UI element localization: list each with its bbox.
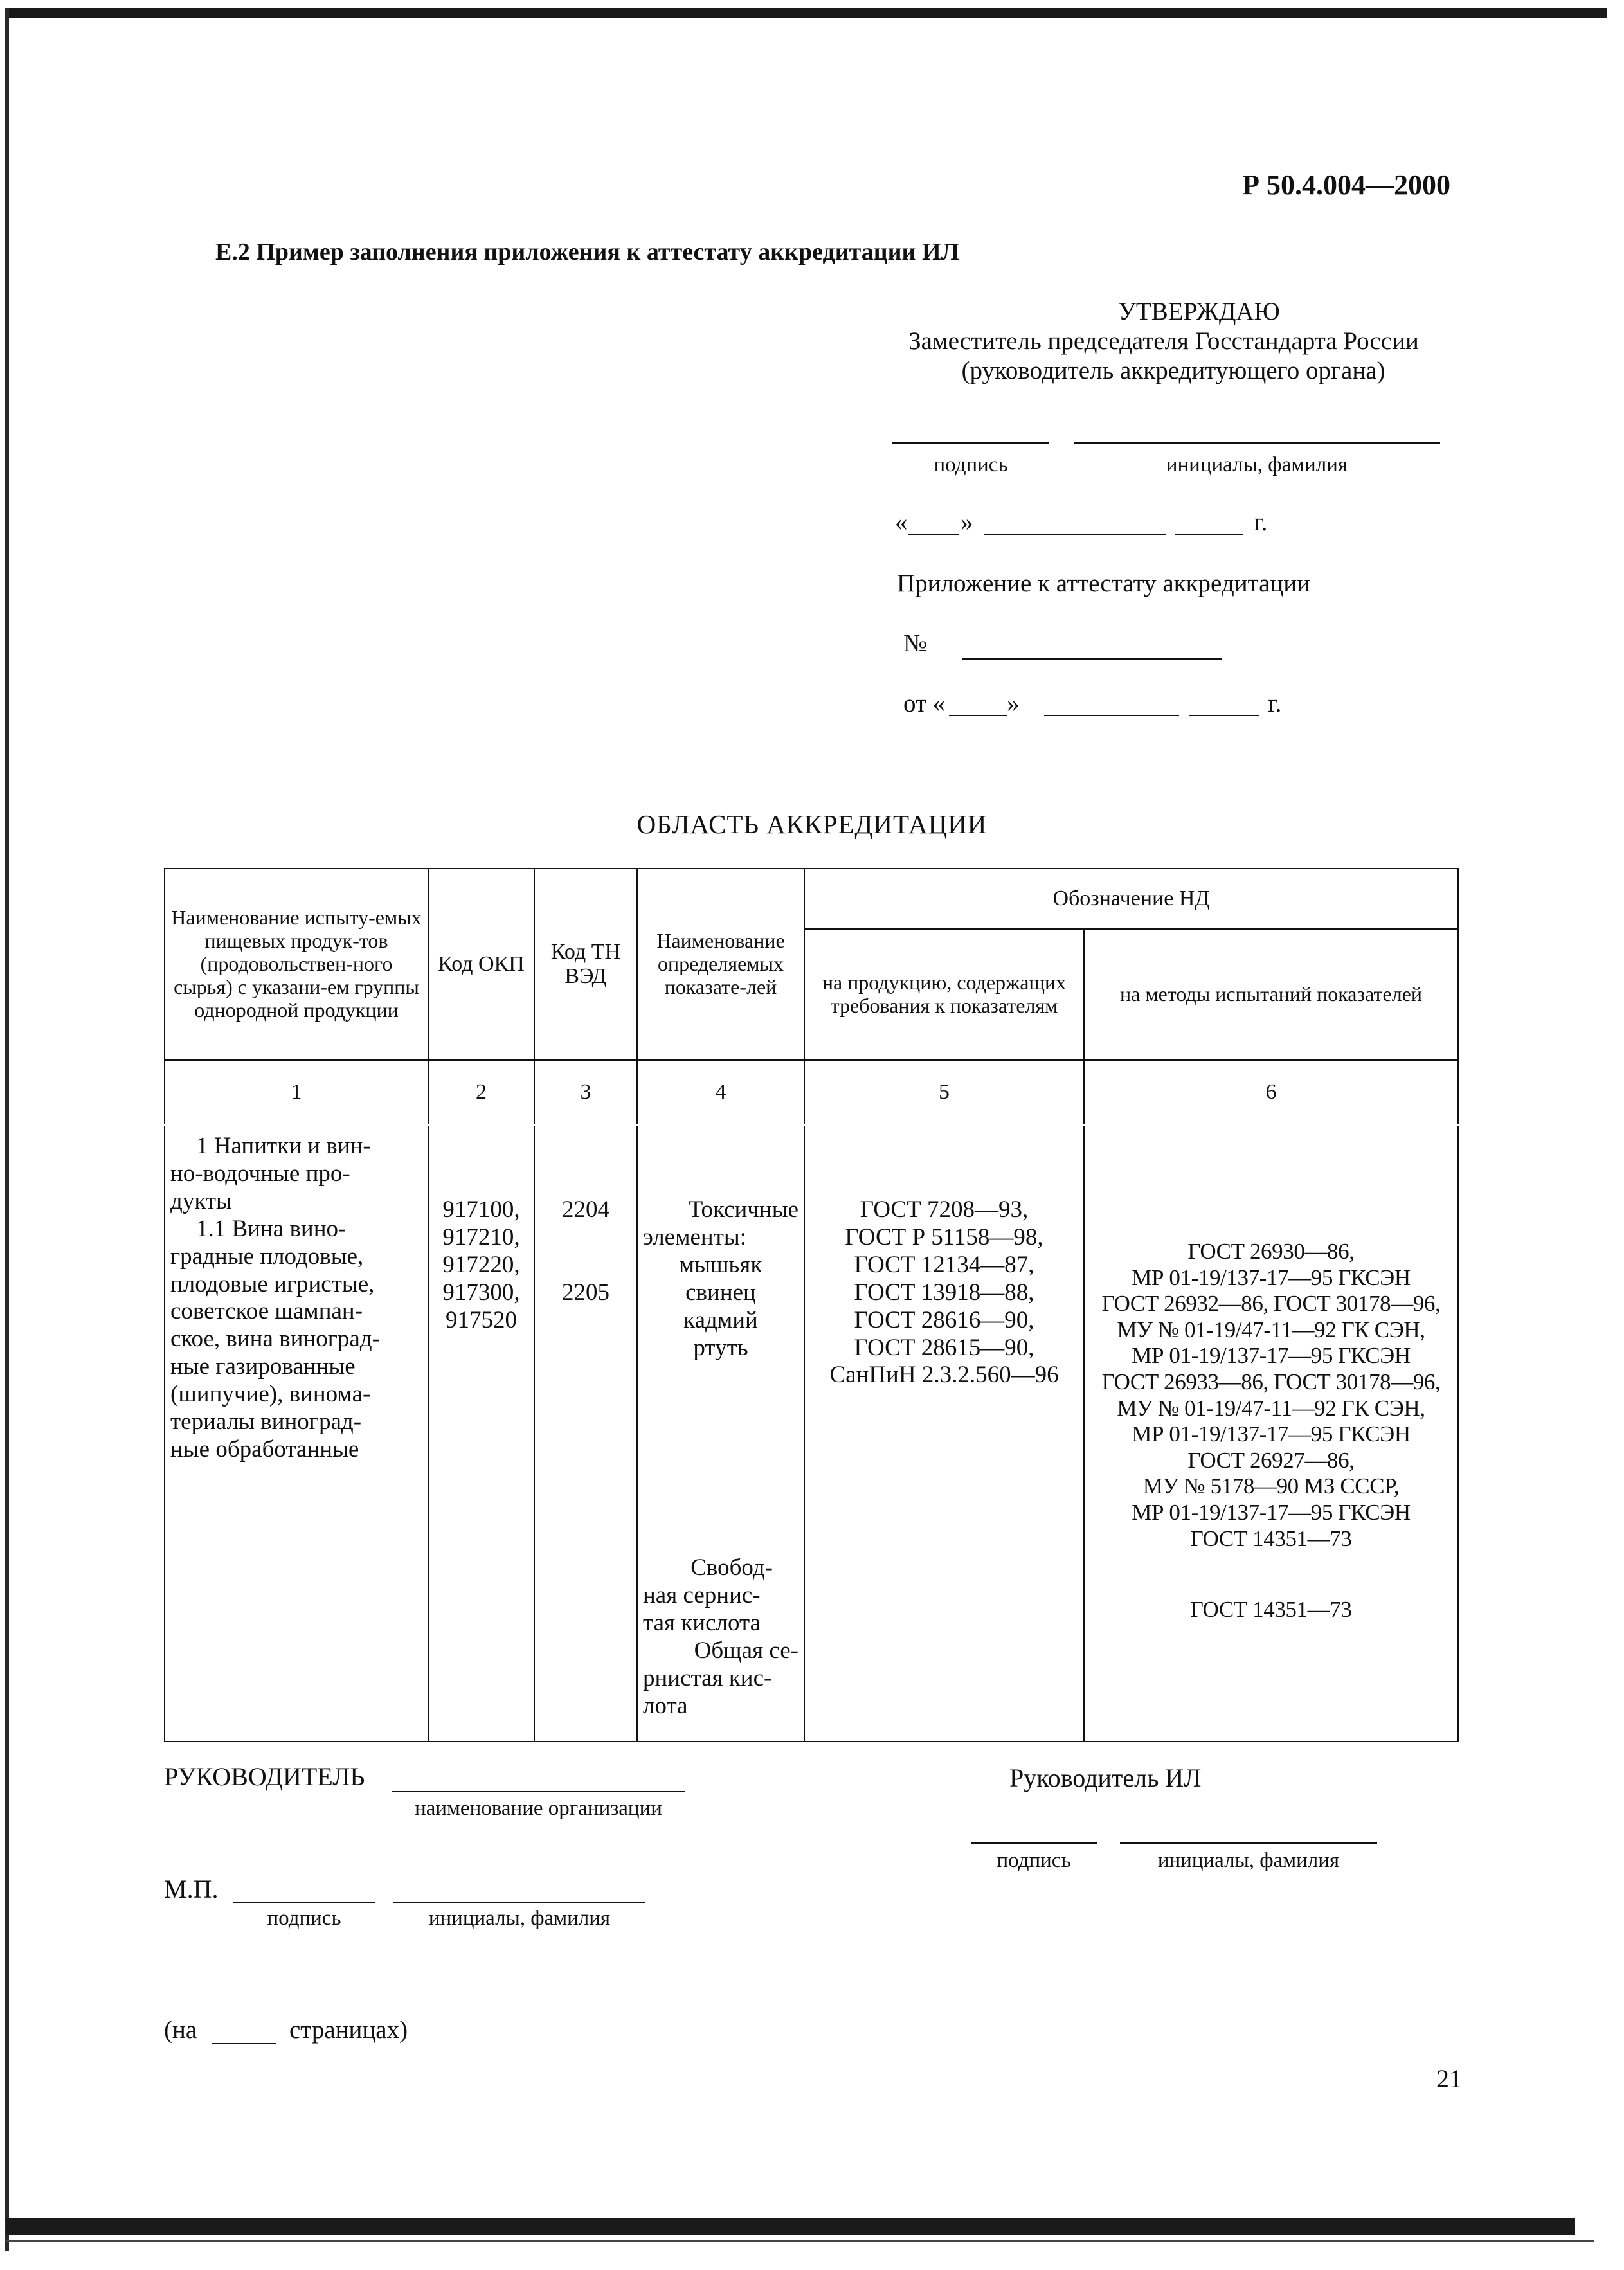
nd-product-line: ГОСТ 28615—90, bbox=[854, 1334, 1034, 1361]
indicator-line: тая кислота bbox=[643, 1610, 761, 1637]
approval-block bbox=[881, 297, 1447, 386]
okp-code: 917520 bbox=[446, 1306, 517, 1333]
column-number: 4 bbox=[637, 1060, 804, 1125]
number-label: № bbox=[903, 629, 928, 657]
indicator-line: ная сернис- bbox=[643, 1582, 761, 1609]
nd-methods-line: МУ № 5178—90 МЗ СССР, bbox=[1142, 1473, 1400, 1499]
product-line: 1 Напитки и вин- bbox=[196, 1133, 371, 1159]
section-title: Е.2 Пример заполнения приложения к аттестату аккредитации ИЛ bbox=[215, 239, 959, 266]
nd-product-cell bbox=[804, 1125, 1084, 1742]
date-year-line bbox=[1175, 534, 1243, 535]
from-month-line bbox=[1044, 715, 1179, 716]
nd-methods-cell bbox=[1084, 1125, 1458, 1742]
product-line: ные газированные bbox=[170, 1353, 356, 1380]
indicator-line: Токсичные bbox=[688, 1196, 798, 1223]
product-cell bbox=[165, 1125, 428, 1742]
accreditation-table bbox=[164, 868, 1459, 1742]
annex-text: Приложение к аттестату аккредитации bbox=[897, 570, 1311, 597]
okp-code: 917220, bbox=[442, 1251, 520, 1278]
approval-signature-line bbox=[892, 442, 1049, 444]
pages-open-label: (на bbox=[164, 2016, 197, 2044]
header-tnved-code: Код ТН ВЭД bbox=[534, 869, 637, 1060]
org-name-line bbox=[392, 1791, 685, 1792]
approval-position-note: (руководитель аккредитующего органа) bbox=[961, 357, 1385, 385]
okp-code: 917300, bbox=[442, 1279, 520, 1306]
indicator-line: элементы: bbox=[643, 1223, 747, 1250]
nd-methods-line: МР 01-19/137-17—95 ГКСЭН bbox=[1132, 1421, 1411, 1447]
nd-methods-line: МР 01-19/137-17—95 ГКСЭН bbox=[1132, 1265, 1411, 1290]
from-day-line bbox=[949, 715, 1007, 716]
indicator-line: рнистая кис- bbox=[643, 1665, 772, 1692]
indicator-line: ртуть bbox=[693, 1334, 748, 1361]
product-line: советское шампан- bbox=[170, 1298, 363, 1325]
area-title: ОБЛАСТЬ АККРЕДИТАЦИИ bbox=[636, 809, 988, 839]
table-row bbox=[165, 1125, 1458, 1742]
approval-position: Заместитель председателя Госстандарта России bbox=[908, 327, 1419, 356]
stamp-label: М.П. bbox=[164, 1875, 219, 1904]
from-year-suffix: г. bbox=[1268, 690, 1282, 717]
date-close-quote: » bbox=[961, 509, 973, 536]
nd-methods-line: МР 01-19/137-17—95 ГКСЭН bbox=[1132, 1499, 1411, 1525]
document-code: Р 50.4.004—2000 bbox=[1242, 169, 1450, 201]
date-day-line bbox=[908, 534, 959, 535]
nd-methods-line: ГОСТ 26930—86, bbox=[1187, 1239, 1355, 1264]
from-close-quote: » bbox=[1007, 690, 1020, 717]
scan-border-top bbox=[6, 8, 1607, 18]
header-product-name: Наименование испыту-емых пищевых продук-тов (продовольствен-ного сырья) с указани-ем группы однородной продукции bbox=[165, 869, 428, 1060]
nd-methods-line: ГОСТ 26927—86, bbox=[1187, 1447, 1355, 1473]
from-year-line bbox=[1189, 715, 1259, 716]
nd-methods-line: ГОСТ 26933—86, ГОСТ 30178—96, bbox=[1101, 1369, 1441, 1394]
column-number: 3 bbox=[534, 1060, 637, 1125]
approval-signature-caption: подпись bbox=[934, 453, 1008, 476]
lab-name-caption: инициалы, фамилия bbox=[1157, 1849, 1340, 1872]
pages-close-label: страницах) bbox=[289, 2016, 408, 2044]
nd-product-line: ГОСТ 7208—93, bbox=[860, 1196, 1029, 1223]
date-year-suffix: г. bbox=[1254, 509, 1268, 536]
date-open-quote: « bbox=[895, 509, 908, 536]
product-line: ные обработанные bbox=[170, 1436, 359, 1463]
tnved-code: 2204 bbox=[562, 1196, 609, 1223]
indicator-line: Свобод- bbox=[690, 1554, 773, 1581]
head-name-line bbox=[393, 1902, 645, 1903]
approval-name-line bbox=[1074, 442, 1440, 444]
head-signature-line bbox=[233, 1902, 375, 1903]
approval-name-caption: инициалы, фамилия bbox=[1166, 453, 1348, 476]
product-line: дукты bbox=[170, 1187, 232, 1214]
nd-product-line: ГОСТ 28616—90, bbox=[854, 1306, 1034, 1333]
indicator-line: свинец bbox=[685, 1279, 756, 1306]
product-line: градные плодовые, bbox=[170, 1243, 364, 1270]
nd-methods-line: ГОСТ 26932—86, ГОСТ 30178—96, bbox=[1101, 1291, 1441, 1317]
product-line: но-водочные про- bbox=[170, 1160, 350, 1187]
column-number-row bbox=[165, 1060, 1458, 1125]
header-okp-code: Код ОКП bbox=[428, 869, 534, 1060]
approval-title: УТВЕРЖДАЮ bbox=[1118, 298, 1280, 325]
product-line: териалы виноград- bbox=[170, 1409, 362, 1436]
nd-methods-line: МР 01-19/137-17—95 ГКСЭН bbox=[1132, 1343, 1411, 1369]
nd-product-line: ГОСТ 13918—88, bbox=[854, 1279, 1034, 1306]
page-number: 21 bbox=[1436, 2064, 1462, 2093]
column-number: 1 bbox=[165, 1060, 428, 1125]
okp-code-cell bbox=[428, 1125, 534, 1742]
okp-code: 917100, bbox=[442, 1196, 520, 1223]
date-month-line bbox=[984, 534, 1166, 535]
column-number: 6 bbox=[1084, 1060, 1458, 1125]
nd-product-line: ГОСТ Р 51158—98, bbox=[845, 1223, 1043, 1250]
lab-name-line bbox=[1120, 1842, 1377, 1844]
indicator-line: кадмий bbox=[683, 1306, 758, 1333]
pages-count-line bbox=[212, 2043, 276, 2044]
lab-head-label: Руководитель ИЛ bbox=[1009, 1763, 1202, 1792]
org-name-caption: наименование организации bbox=[415, 1797, 662, 1820]
nd-methods-line: ГОСТ 14351—73 bbox=[1190, 1526, 1352, 1551]
okp-code: 917210, bbox=[442, 1223, 520, 1250]
lab-signature-caption: подпись bbox=[997, 1849, 1071, 1872]
tnved-code: 2205 bbox=[562, 1279, 609, 1306]
number-line bbox=[962, 658, 1222, 660]
from-label: от « bbox=[903, 690, 946, 717]
scan-border-left bbox=[5, 8, 9, 2251]
head-label: РУКОВОДИТЕЛЬ bbox=[164, 1762, 365, 1791]
product-line: плодовые игристые, bbox=[170, 1270, 375, 1297]
nd-methods-line: МУ № 01-19/47-11—92 ГК СЭН, bbox=[1117, 1317, 1425, 1342]
indicator-cell bbox=[637, 1125, 804, 1742]
header-nd-product: на продукцию, содержащих требования к показателям bbox=[804, 929, 1084, 1060]
header-nd-methods: на методы испытаний показателей bbox=[1084, 929, 1458, 1060]
scan-border-bottom bbox=[6, 2218, 1575, 2235]
indicator-line: Общая се- bbox=[694, 1637, 798, 1664]
nd-product-line: ГОСТ 12134—87, bbox=[854, 1251, 1034, 1278]
column-number: 5 bbox=[804, 1060, 1084, 1125]
indicator-line: лота bbox=[643, 1692, 688, 1719]
scan-border-bottom-thin bbox=[6, 2240, 1594, 2242]
product-line: 1.1 Вина вино- bbox=[196, 1215, 347, 1242]
product-line: (шипучие), винома- bbox=[170, 1381, 371, 1408]
product-line: ское, вина виноград- bbox=[170, 1326, 380, 1353]
nd-methods-line: МУ № 01-19/47-11—92 ГК СЭН, bbox=[1117, 1395, 1425, 1421]
head-name-caption: инициалы, фамилия bbox=[428, 1907, 611, 1930]
header-indicator-name: Наименование определяемых показате-лей bbox=[637, 869, 804, 1060]
indicator-line: мышьяк bbox=[679, 1251, 762, 1278]
nd-product-line: СанПиН 2.3.2.560—96 bbox=[829, 1362, 1059, 1389]
head-signature-caption: подпись bbox=[267, 1907, 341, 1930]
column-number: 2 bbox=[428, 1060, 534, 1125]
nd-methods-line: ГОСТ 14351—73 bbox=[1190, 1597, 1352, 1623]
lab-signature-line bbox=[971, 1842, 1097, 1844]
tnved-code-cell bbox=[534, 1125, 637, 1742]
header-nd-group: Обозначение НД bbox=[804, 869, 1458, 929]
